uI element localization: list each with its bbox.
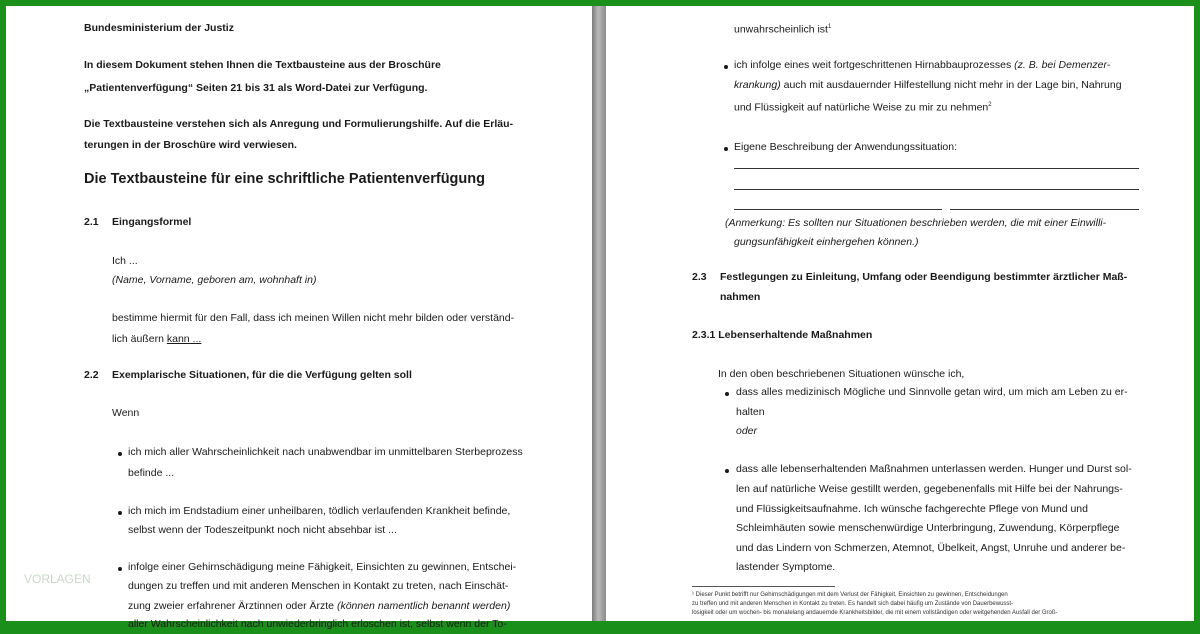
bullet-3-line-1: infolge einer Gehirnschädigung meine Fähigkeit, Einsichten zu gewinnen, Entschei- bbox=[128, 561, 517, 573]
footnote-line-1: ¹ Dieser Punkt betrifft nur Gehirnschädigungen mit dem Verlust der Fähigkeit, Einsichten zu gewinnen, Entscheidungen bbox=[692, 592, 1008, 598]
blank-line bbox=[950, 209, 1139, 210]
italic-text: (z. B. bei Demenzer- bbox=[1014, 59, 1111, 71]
bullet-icon bbox=[725, 392, 729, 396]
text-run: auch mit ausdauernder Hilfestellung nicht mehr in der Lage bin, Nahrung bbox=[780, 79, 1122, 91]
ministry-header: Bundesministerium der Justiz bbox=[84, 22, 234, 34]
text-run: und Flüssigkeit auf natürliche Weise zu mir zu nehmen bbox=[734, 101, 989, 114]
bullet-3-line-2: dungen zu treffen und mit anderen Menschen in Kontakt zu treten, nach Einschät- bbox=[128, 580, 509, 592]
section-title: Festlegungen zu Einleitung, Umfang oder Beendigung bestimmter ärztlicher Maß- bbox=[720, 271, 1128, 283]
intro-line-2: „Patientenverfügung“ Seiten 21 bis 31 als Word-Datei zur Verfügung. bbox=[84, 82, 428, 94]
bullet-4-line-3 bbox=[734, 96, 992, 118]
section-title: Exemplarische Situationen, für die die Verfügung gelten soll bbox=[112, 369, 412, 381]
blank-line bbox=[734, 168, 1139, 169]
bullet-icon bbox=[724, 147, 728, 151]
italic-text: krankung) bbox=[734, 79, 781, 91]
bestimme-line-2 bbox=[112, 330, 201, 349]
r-bullet-2-line-5: und das Lindern von Schmerzen, Atemnot, Übelkeit, Angst, Unruhe und anderer be- bbox=[736, 542, 1126, 554]
section-title: Eingangsformel bbox=[112, 216, 192, 228]
intro-line-1: In diesem Dokument stehen Ihnen die Textbausteine aus der Broschüre bbox=[84, 59, 441, 71]
bullet-4-line-1 bbox=[734, 56, 1110, 75]
section-2-3-1-heading: 2.3.1 Lebenserhaltende Maßnahmen bbox=[692, 329, 873, 341]
bullet-icon bbox=[725, 469, 729, 473]
underlined-text: kann bbox=[166, 333, 190, 345]
document-page-right bbox=[606, 6, 1194, 621]
bullet-icon bbox=[118, 452, 122, 456]
bullet-1-line-1: ich mich aller Wahrscheinlichkeit nach unabwendbar im unmittelbaren Sterbeprozess bbox=[128, 446, 523, 458]
footnote-line-2: zu treffen und mit anderen Menschen in Kontakt zu treten. Es handelt sich dabei häufig um Zustände von Dauerbewusst- bbox=[692, 601, 1014, 607]
document-page-left bbox=[6, 6, 592, 630]
blank-line bbox=[734, 189, 1139, 190]
page-gutter bbox=[592, 6, 606, 621]
bullet-icon bbox=[724, 65, 728, 69]
text-run: zung zweier erfahrener Ärztinnen oder Ärzte bbox=[128, 600, 337, 612]
r-bullet-2-line-4: Schleimhäuten sowie menschenwürdige Unterbringung, Zuwendung, Körperpflege bbox=[736, 522, 1120, 534]
bullet-5-line: Eigene Beschreibung der Anwendungssituation: bbox=[734, 141, 957, 153]
section-2-3-heading-line-2: nahmen bbox=[720, 291, 761, 303]
document-viewer bbox=[6, 6, 1194, 630]
section-2-1-heading bbox=[84, 213, 191, 232]
continuation-line bbox=[734, 18, 831, 40]
document-title: Die Textbausteine für eine schriftliche Patientenverfügung bbox=[84, 171, 485, 187]
italic-text: (können namentlich benannt werden) bbox=[336, 600, 511, 612]
section-number: 2.1 bbox=[84, 216, 99, 228]
blank-line bbox=[734, 209, 942, 210]
bullet-3-line-4: aller Wahrscheinlichkeit nach unwiederbringlich erloschen ist, selbst wenn der To- bbox=[128, 618, 507, 630]
r-bullet-1-line-1: dass alles medizinisch Mögliche und Sinnvolle getan wird, um mich am Leben zu er- bbox=[736, 386, 1128, 398]
r-bullet-2-line-3: und Flüssigkeitsaufnahme. Ich wünsche fachgerechte Pflege von Mund und bbox=[736, 503, 1088, 515]
footnote-separator bbox=[692, 586, 835, 587]
text-run: unwahrscheinlich ist bbox=[734, 23, 828, 36]
oder-line: oder bbox=[736, 425, 758, 437]
intro-line-3: Die Textbausteine verstehen sich als Anregung und Formulierungshilfe. Auf die Erläu- bbox=[84, 118, 514, 130]
r-bullet-1-line-2: halten bbox=[736, 406, 765, 418]
bullet-1-line-2: befinde ... bbox=[128, 467, 175, 479]
r-bullet-2-line-2: len auf natürliche Weise gestillt werden, gegebenenfalls mit Hilfe bei der Nahrungs- bbox=[736, 483, 1123, 495]
underlined-text: ... bbox=[189, 333, 202, 345]
footnote-ref: 1 bbox=[827, 24, 832, 30]
section-2-2-heading bbox=[84, 366, 412, 385]
watermark: VORLAGEN bbox=[24, 572, 91, 586]
section-number: 2.3 bbox=[692, 271, 707, 283]
ich-line: Ich ... bbox=[112, 255, 138, 267]
section-number: 2.2 bbox=[84, 369, 99, 381]
text-run: lich äußern bbox=[112, 333, 167, 345]
name-hint: (Name, Vorname, geboren am, wohnhaft in) bbox=[112, 274, 317, 286]
footnote-ref: 2 bbox=[988, 102, 992, 108]
bullet-3-line-3 bbox=[128, 597, 510, 616]
note-line-2: gungsunfähigkeit einhergehen können.) bbox=[734, 236, 919, 248]
footnote-line-3: losigkeit oder um wochen- bis monatelang andauernde Krankheitsbilder, die mit einem vollständigen oder weitgehenden Ausfall der Groß- bbox=[692, 610, 1058, 616]
lead-line: In den oben beschriebenen Situationen wünsche ich, bbox=[718, 368, 965, 380]
bestimme-line-1: bestimme hiermit für den Fall, dass ich meinen Willen nicht mehr bilden oder verständ- bbox=[112, 312, 515, 324]
intro-line-4: terungen in der Broschüre wird verwiesen. bbox=[84, 139, 297, 151]
bullet-icon bbox=[118, 567, 122, 571]
wenn-line: Wenn bbox=[112, 407, 140, 419]
section-2-3-heading bbox=[692, 268, 1127, 287]
bullet-2-line-2: selbst wenn der Todeszeitpunkt noch nicht absehbar ist ... bbox=[128, 524, 397, 536]
r-bullet-2-line-1: dass alle lebenserhaltenden Maßnahmen unterlassen werden. Hunger und Durst sol- bbox=[736, 463, 1132, 475]
r-bullet-2-line-6: lastender Symptome. bbox=[736, 561, 836, 573]
bullet-icon bbox=[118, 511, 122, 515]
bullet-4-line-2 bbox=[734, 76, 1122, 95]
bullet-2-line-1: ich mich im Endstadium einer unheilbaren, tödlich verlaufenden Krankheit befinde, bbox=[128, 505, 511, 517]
note-line-1: (Anmerkung: Es sollten nur Situationen beschrieben werden, die mit einer Einwilli- bbox=[725, 217, 1107, 229]
text-run: ich infolge eines weit fortgeschrittenen Hirnabbauprozesses bbox=[734, 59, 1015, 71]
